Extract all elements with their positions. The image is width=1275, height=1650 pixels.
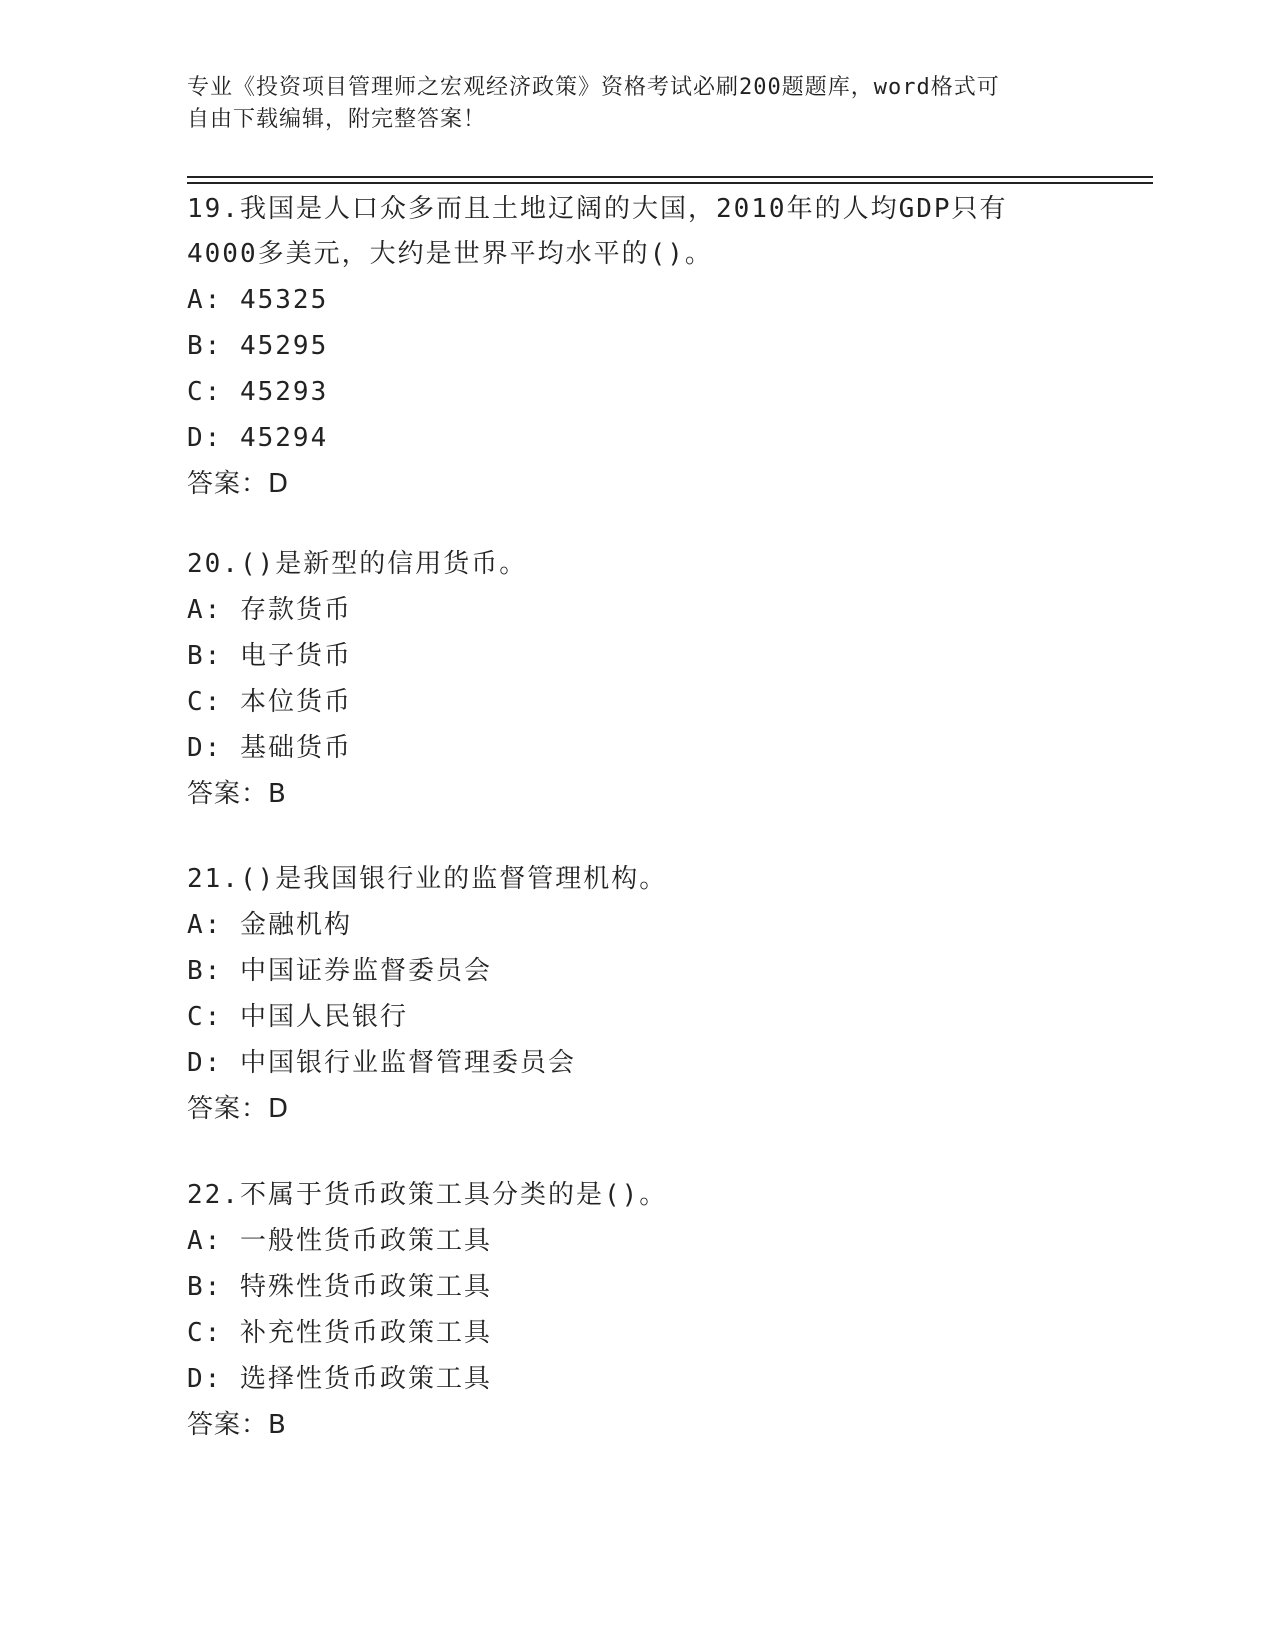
question-21: [187, 857, 1087, 1132]
option-b: B: 45295: [187, 331, 329, 361]
option-b: B: 中国证券监督委员会: [187, 956, 492, 986]
option-a: A: 一般性货币政策工具: [187, 1226, 492, 1256]
option-c: C: 补充性货币政策工具: [187, 1318, 492, 1348]
header-divider-bottom: [187, 182, 1153, 184]
option-a: A: 金融机构: [187, 910, 352, 940]
question-20: [187, 542, 1087, 817]
option-d: D: 45294: [187, 423, 329, 453]
question-19: [187, 187, 1087, 507]
header-divider-top: [187, 176, 1153, 178]
answer: 答案：D: [187, 469, 290, 499]
answer: 答案：B: [187, 779, 287, 809]
header-line-1: 专业《投资项目管理师之宏观经济政策》资格考试必刷200题题库，word格式可: [187, 75, 1000, 100]
option-b: B: 特殊性货币政策工具: [187, 1272, 492, 1302]
document-header: [187, 72, 1087, 136]
option-c: C: 本位货币: [187, 687, 352, 717]
answer: 答案：B: [187, 1410, 287, 1440]
option-c: C: 中国人民银行: [187, 1002, 408, 1032]
option-c: C: 45293: [187, 377, 329, 407]
option-d: D: 中国银行业监督管理委员会: [187, 1048, 576, 1078]
question-stem: 22.不属于货币政策工具分类的是()。: [187, 1180, 668, 1210]
option-d: D: 基础货币: [187, 733, 352, 763]
option-a: A: 45325: [187, 285, 329, 315]
answer: 答案：D: [187, 1094, 290, 1124]
question-22: [187, 1173, 1087, 1448]
question-stem: 19.我国是人口众多而且土地辽阔的大国，2010年的人均GDP只有: [187, 194, 1008, 224]
question-stem: 21.()是我国银行业的监督管理机构。: [187, 864, 668, 894]
option-b: B: 电子货币: [187, 641, 352, 671]
header-line-2: 自由下载编辑，附完整答案！: [187, 107, 487, 132]
question-stem: 20.()是新型的信用货币。: [187, 549, 528, 579]
option-d: D: 选择性货币政策工具: [187, 1364, 492, 1394]
question-stem-continued: 4000多美元，大约是世界平均水平的()。: [187, 239, 713, 269]
option-a: A: 存款货币: [187, 595, 352, 625]
